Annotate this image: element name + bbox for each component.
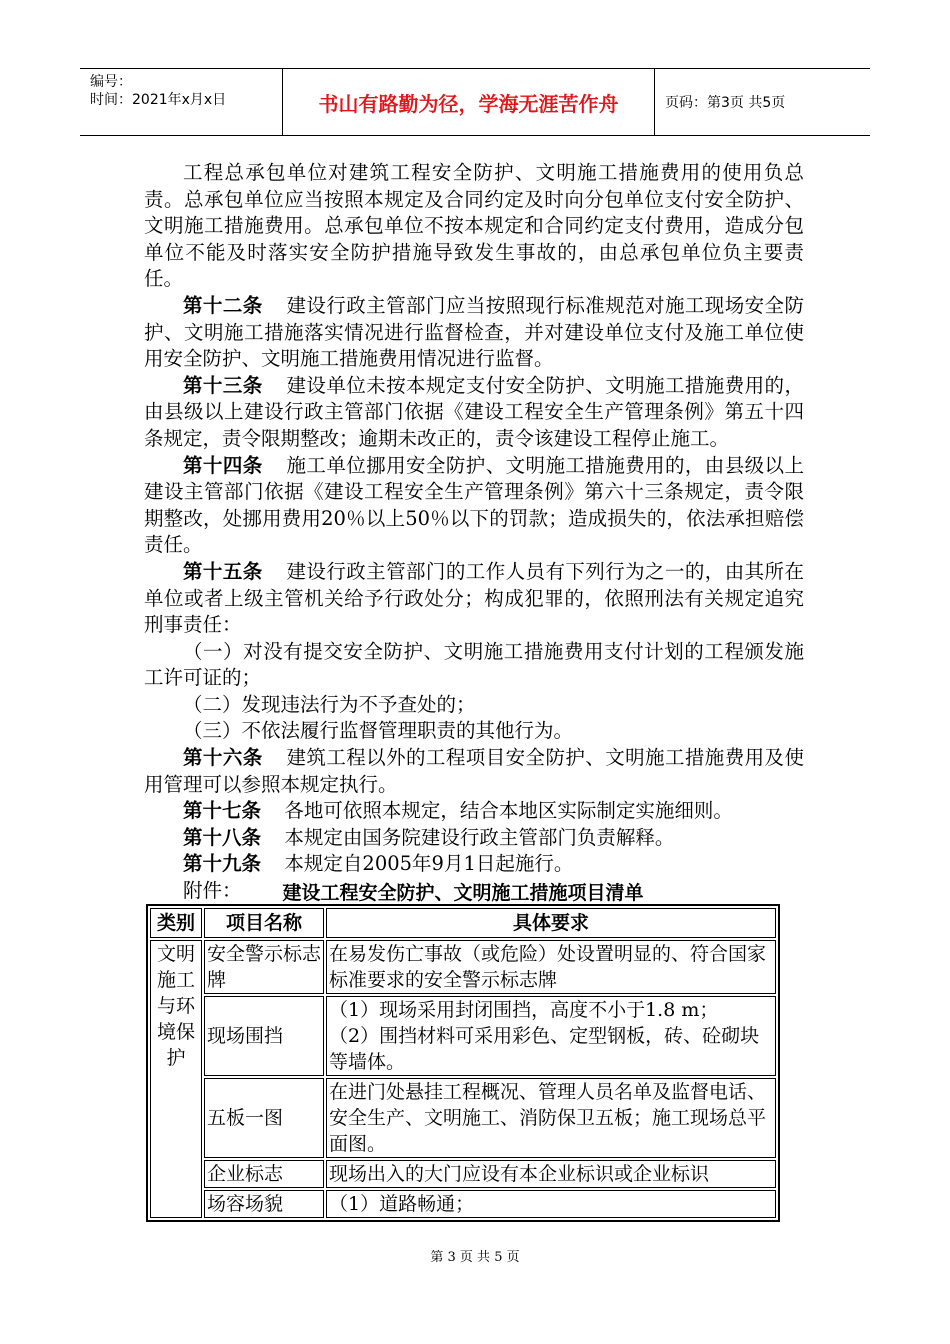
- article-paragraph: 第十二条 建设行政主管部门应当按照现行标准规范对施工现场安全防护、文明施工措施落实情况进行监督检查，并对建设单位支付及施工单位使用安全防护、文明施工措施费用情况进行监督。: [144, 293, 804, 371]
- item-cell: 企业标志: [204, 1160, 324, 1188]
- article-number: 第十五条: [183, 559, 263, 583]
- article-number: 第十四条: [183, 453, 263, 477]
- header-category: 类别: [150, 908, 202, 938]
- attachment-label: 附件：: [183, 879, 242, 903]
- header-page: 页码：第3页 共5页: [665, 95, 786, 111]
- table-header-row: [150, 908, 776, 938]
- item-cell: 场容场貌: [204, 1190, 324, 1218]
- article-number: 第十七条: [183, 799, 262, 823]
- category-cell: 文明施工与环境保护: [150, 940, 202, 1218]
- header-requirement: 具体要求: [326, 908, 776, 938]
- requirement-cell: 在易发伤亡事故（或危险）处设置明显的、符合国家标准要求的安全警示标志牌: [326, 940, 776, 994]
- document-body: [144, 160, 804, 905]
- article-number: 第十三条: [183, 373, 263, 397]
- paragraph: 工程总承包单位对建筑工程安全防护、文明施工措施费用的使用负总责。总承包单位应当按照本规定及合同约定及时向分包单位支付安全防护、文明施工措施费用。总承包单位不按本规定和合同约定支付费用，造成分包单位不能及时落实安全防护措施导致发生事故的，由总承包单位负主要责任。: [144, 161, 804, 291]
- table-row: [150, 996, 776, 1076]
- article-paragraph: 第十五条 建设行政主管部门的工作人员有下列行为之一的，由其所在单位或者上级主管机关给予行政处分；构成犯罪的，依照刑法有关规定追究刑事责任：: [144, 559, 804, 637]
- article-paragraph: 第十九条 本规定自2005年9月1日起施行。: [183, 852, 574, 876]
- annex-title: 建设工程安全防护、文明施工措施项目清单: [282, 882, 644, 904]
- item-cell: 五板一图: [204, 1078, 324, 1158]
- table-row: [150, 1078, 776, 1158]
- header-item: 项目名称: [204, 908, 324, 938]
- annex-table: [146, 904, 780, 1222]
- article-paragraph: 第十七条 各地可依照本规定，结合本地区实际制定实施细则。: [183, 799, 733, 823]
- article-paragraph: 第十六条 建筑工程以外的工程项目安全防护、文明施工措施费用及使用管理可以参照本规定执行。: [144, 746, 804, 796]
- header-motto: 书山有路勤为径，学海无涯苦作舟: [283, 69, 655, 135]
- header-time: 时间：2021年x月x日: [90, 92, 227, 108]
- requirement-cell: （1）现场采用封闭围挡，高度不小于1.8 m； （2）围挡材料可采用彩色、定型钢板，砖、砼砌块等墙体。: [326, 996, 776, 1076]
- header-number: 编号：: [90, 74, 132, 90]
- article-number: 第十八条: [183, 825, 262, 849]
- article-paragraph: 第十三条 建设单位未按本规定支付安全防护、文明施工措施费用的，由县级以上建设行政主管部门依据《建设工程安全生产管理条例》第五十四条规定，责令限期整改；逾期未改正的，责令该建设工程停止施工。: [144, 373, 804, 450]
- article-number: 第十九条: [183, 852, 262, 876]
- item-cell: 安全警示标志牌: [204, 940, 324, 994]
- list-item: （三）不依法履行监督管理职责的其他行为。: [183, 719, 574, 743]
- requirement-cell: （1）道路畅通；: [326, 1190, 776, 1218]
- list-item: （一）对没有提交安全防护、文明施工措施费用支付计划的工程颁发施工许可证的；: [144, 639, 804, 690]
- article-paragraph: 第十八条 本规定由国务院建设行政主管部门负责解释。: [183, 825, 675, 849]
- header-meta: [80, 69, 283, 135]
- table-row: [150, 940, 776, 994]
- item-cell: 现场围挡: [204, 996, 324, 1076]
- table-row: [150, 1190, 776, 1218]
- article-paragraph: 第十四条 施工单位挪用安全防护、文明施工措施费用的，由县级以上建设主管部门依据《建设工程安全生产管理条例》第六十三条规定，责令限期整改，处挪用费用20％以上50％以下的罚款；造成损失的，依法承担赔偿责任。: [144, 453, 804, 557]
- article-number: 第十二条: [183, 293, 263, 317]
- article-number: 第十六条: [183, 746, 263, 770]
- table-row: [150, 1160, 776, 1188]
- requirement-cell: 在进门处悬挂工程概况、管理人员名单及监督电话、安全生产、文明施工、消防保卫五板；施工现场总平面图。: [326, 1078, 776, 1158]
- requirement-cell: 现场出入的大门应设有本企业标识或企业标识: [326, 1160, 776, 1188]
- list-item: （二）发现违法行为不予查处的；: [183, 692, 476, 716]
- page-footer: 第 3 页 共 5 页: [430, 1250, 520, 1265]
- page-header: [80, 68, 870, 136]
